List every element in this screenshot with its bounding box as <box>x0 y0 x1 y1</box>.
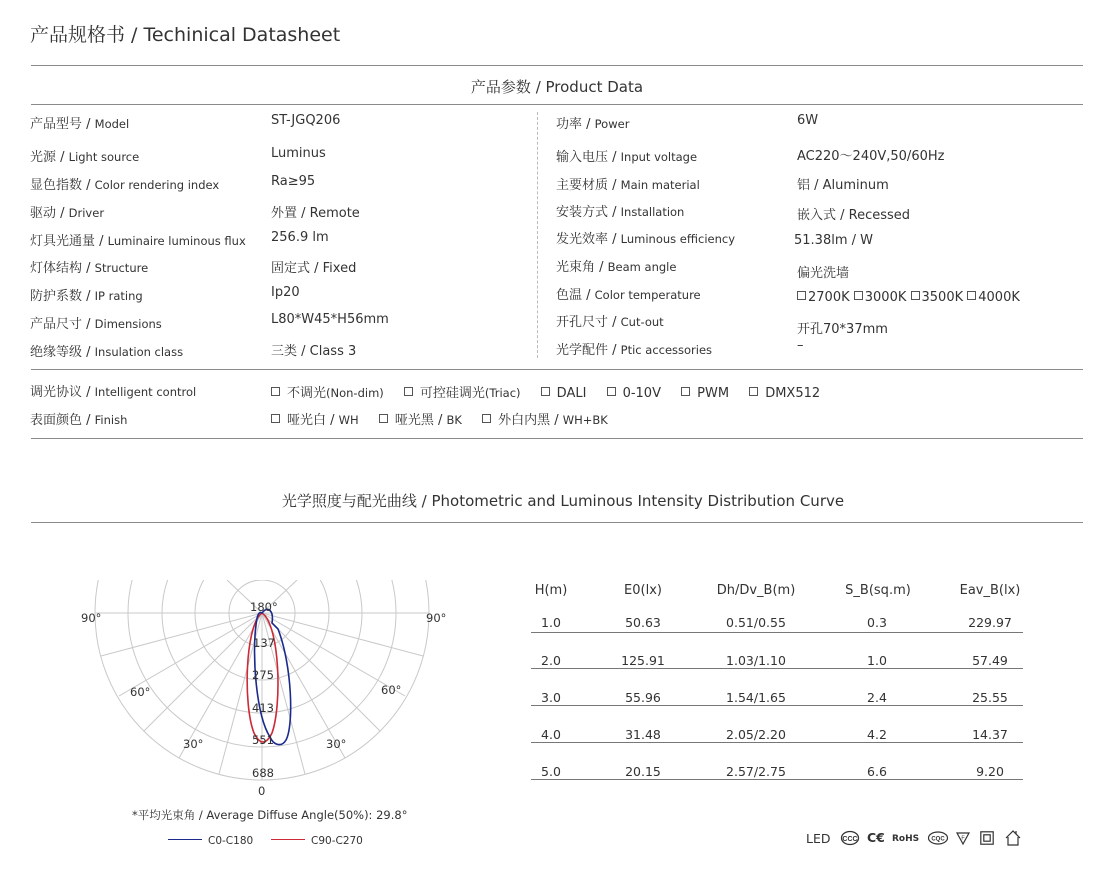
table-cell: 0.3 <box>867 615 887 630</box>
f-triangle-icon <box>956 831 970 845</box>
control-option[interactable]: 可控硅调光(Triac) <box>404 382 521 401</box>
row-divider <box>531 779 1023 780</box>
table-cell: 20.15 <box>625 764 661 779</box>
spec-value: 51.38lm / W <box>794 233 873 248</box>
spec-value: 固定式 / Fixed <box>271 261 357 276</box>
polar-spoke <box>262 613 423 656</box>
spec-value: 6W <box>797 113 819 128</box>
radial-label: 688 <box>252 766 274 780</box>
checkbox-icon <box>271 387 280 396</box>
angle-label: 90° <box>426 611 447 625</box>
table-cell: 2.05/2.20 <box>726 727 786 742</box>
checkbox-icon <box>911 291 920 300</box>
spec-value: Ra≥95 <box>271 174 316 189</box>
legend-c90 <box>271 829 363 848</box>
divider <box>31 522 1083 523</box>
table-cell: 1.03/1.10 <box>726 653 786 668</box>
checkbox-icon <box>749 387 758 396</box>
spec-value: Luminus <box>271 146 326 161</box>
table-cell: 2.4 <box>867 690 887 705</box>
table-cell: 1.54/1.65 <box>726 690 786 705</box>
legend-swatch <box>271 839 305 840</box>
table-cell: 3.0 <box>541 690 561 705</box>
spec-label: 光束角 / Beam angle <box>556 260 677 275</box>
spec-label: 绝缘等级 / Insulation class <box>30 345 184 360</box>
angle-label: 60° <box>130 685 151 699</box>
table-cell: 1.0 <box>867 653 887 668</box>
row-divider <box>531 742 1023 743</box>
indoor-use-icon <box>1004 829 1022 847</box>
table-header: Dh/Dv_B(m) <box>716 583 796 598</box>
row-divider <box>531 632 1023 633</box>
legend-label: C90-C270 <box>311 835 363 847</box>
photometric-title: 光学照度与配光曲线 / Photometric and Luminous Intensity Distribution Curve <box>281 492 845 510</box>
table-cell: 4.0 <box>541 727 561 742</box>
angle-label: 60° <box>381 683 402 697</box>
table-cell: 2.0 <box>541 653 561 668</box>
color-temp-option[interactable]: 2700K <box>797 290 850 305</box>
table-cell: 125.91 <box>621 653 665 668</box>
checkbox-icon <box>482 414 491 423</box>
checkbox-icon <box>681 387 690 396</box>
spec-value: 铝 / Aluminum <box>797 178 889 193</box>
table-header: E0(lx) <box>624 583 662 598</box>
polar-spoke <box>101 613 262 656</box>
double-insulation-icon <box>980 831 994 845</box>
table-header: H(m) <box>534 583 568 598</box>
spec-label: 色温 / Color temperature <box>556 288 701 303</box>
spec-value: 外置 / Remote <box>271 206 360 221</box>
table-header: S_B(sq.m) <box>845 583 911 598</box>
spec-label: 产品尺寸 / Dimensions <box>30 317 162 332</box>
checkbox-icon <box>404 387 413 396</box>
control-option[interactable]: DMX512 <box>749 386 820 401</box>
table-cell: 2.57/2.75 <box>726 764 786 779</box>
angle-label: 90° <box>81 611 102 625</box>
document-title: 产品规格书 / Techinical Datasheet <box>30 24 341 46</box>
spec-label: 开孔尺寸 / Cut-out <box>556 315 664 330</box>
angle-label: 30° <box>326 737 347 751</box>
legend-c0 <box>168 829 253 848</box>
ce-mark: C€ <box>867 830 885 845</box>
svg-text:F: F <box>961 835 965 842</box>
spec-value: 256.9 lm <box>271 230 329 245</box>
control-option[interactable]: 不调光(Non-dim) <box>271 382 384 401</box>
spec-value: 偏光洗墙 <box>797 266 850 281</box>
spec-label: 防护系数 / IP rating <box>30 289 143 304</box>
polar-spoke <box>262 613 380 731</box>
table-cell: 1.0 <box>541 615 561 630</box>
radial-label: 137 <box>253 636 275 650</box>
control-label: 调光协议 / Intelligent control <box>30 385 197 400</box>
checkbox-icon <box>967 291 976 300</box>
checkbox-icon <box>607 387 616 396</box>
spec-label: 产品型号 / Model <box>30 117 130 132</box>
control-option[interactable]: 0-10V <box>607 386 661 401</box>
legend-swatch <box>168 839 202 840</box>
svg-text:CCC: CCC <box>842 836 858 843</box>
led-mark: LED <box>806 831 831 846</box>
angle-label: 180° <box>250 600 278 614</box>
polar-spoke <box>144 613 262 731</box>
rohs-mark: RoHS <box>892 834 920 844</box>
spec-label: 光源 / Light source <box>30 150 140 165</box>
control-option[interactable]: PWM <box>681 386 729 401</box>
spec-label: 发光效率 / Luminous efficiency <box>556 232 736 247</box>
spec-value: Ip20 <box>271 285 300 300</box>
checkbox-icon <box>854 291 863 300</box>
average-angle-note: *平均光束角 / Average Diffuse Angle(50%): 29.8° <box>132 808 408 822</box>
table-header: Eav_B(lx) <box>959 583 1021 598</box>
table-cell: 31.48 <box>625 727 661 742</box>
spec-label: 驱动 / Driver <box>30 206 105 221</box>
control-option[interactable]: DALI <box>541 386 587 401</box>
spec-label: 输入电压 / Input voltage <box>556 150 698 165</box>
spec-label: 灯体结构 / Structure <box>30 261 149 276</box>
checkbox-icon <box>379 414 388 423</box>
spec-label: 显色指数 / Color rendering index <box>30 178 220 193</box>
table-cell: 25.55 <box>972 690 1008 705</box>
spec-label: 安装方式 / Installation <box>556 205 685 220</box>
table-cell: 6.6 <box>867 764 887 779</box>
table-cell: 50.63 <box>625 615 661 630</box>
color-temp-options <box>797 290 1020 305</box>
radial-label: 413 <box>252 701 274 715</box>
finish-option[interactable]: 哑光白 / WH <box>271 409 359 428</box>
finish-option[interactable]: 哑光黑 / BK <box>379 409 462 428</box>
table-cell: 0.51/0.55 <box>726 615 786 630</box>
table-cell: 5.0 <box>541 764 561 779</box>
angle-label: 30° <box>183 737 204 751</box>
checkbox-icon <box>271 414 280 423</box>
divider <box>31 369 1083 370</box>
color-temp-option[interactable]: 3500K <box>911 290 964 305</box>
divider <box>31 104 1083 105</box>
color-temp-option[interactable]: 3000K <box>854 290 907 305</box>
spec-label: 光学配件 / Ptic accessories <box>556 343 713 358</box>
table-cell: 9.20 <box>976 764 1004 779</box>
spec-value: – <box>797 338 804 353</box>
spec-value: 开孔70*37mm <box>797 322 888 337</box>
column-divider <box>537 112 538 358</box>
color-temp-option[interactable]: 4000K <box>967 290 1020 305</box>
control-options <box>271 382 836 401</box>
table-cell: 14.37 <box>972 727 1008 742</box>
table-cell: 55.96 <box>625 690 661 705</box>
spec-label: 主要材质 / Main material <box>556 178 700 193</box>
finish-option[interactable]: 外白内黑 / WH+BK <box>482 409 608 428</box>
table-cell: 4.2 <box>867 727 887 742</box>
svg-text:CQC: CQC <box>931 836 945 843</box>
ccc-icon <box>840 830 860 846</box>
radial-label: 551 <box>252 733 274 747</box>
table-cell: 229.97 <box>968 615 1012 630</box>
radial-label: 275 <box>252 668 274 682</box>
divider <box>31 438 1083 439</box>
product-data-title: 产品参数 / Product Data <box>470 78 644 96</box>
angle-label: 0 <box>258 784 266 798</box>
row-divider <box>531 705 1023 706</box>
finish-options <box>271 409 624 428</box>
checkbox-icon <box>541 387 550 396</box>
table-cell: 57.49 <box>972 653 1008 668</box>
checkbox-icon <box>797 291 806 300</box>
spec-value: 三类 / Class 3 <box>271 344 357 359</box>
finish-label: 表面颜色 / Finish <box>30 413 128 428</box>
cqc-icon <box>927 830 949 846</box>
spec-label: 灯具光通量 / Luminaire luminous flux <box>30 234 246 249</box>
spec-value: AC220～240V,50/60Hz <box>797 149 945 164</box>
legend-label: C0-C180 <box>208 835 254 847</box>
spec-value: 嵌入式 / Recessed <box>797 208 911 223</box>
spec-label: 功率 / Power <box>556 117 630 132</box>
divider <box>31 65 1083 66</box>
spec-value: L80*W45*H56mm <box>271 312 389 327</box>
row-divider <box>531 668 1023 669</box>
spec-value: ST-JGQ206 <box>271 113 341 128</box>
